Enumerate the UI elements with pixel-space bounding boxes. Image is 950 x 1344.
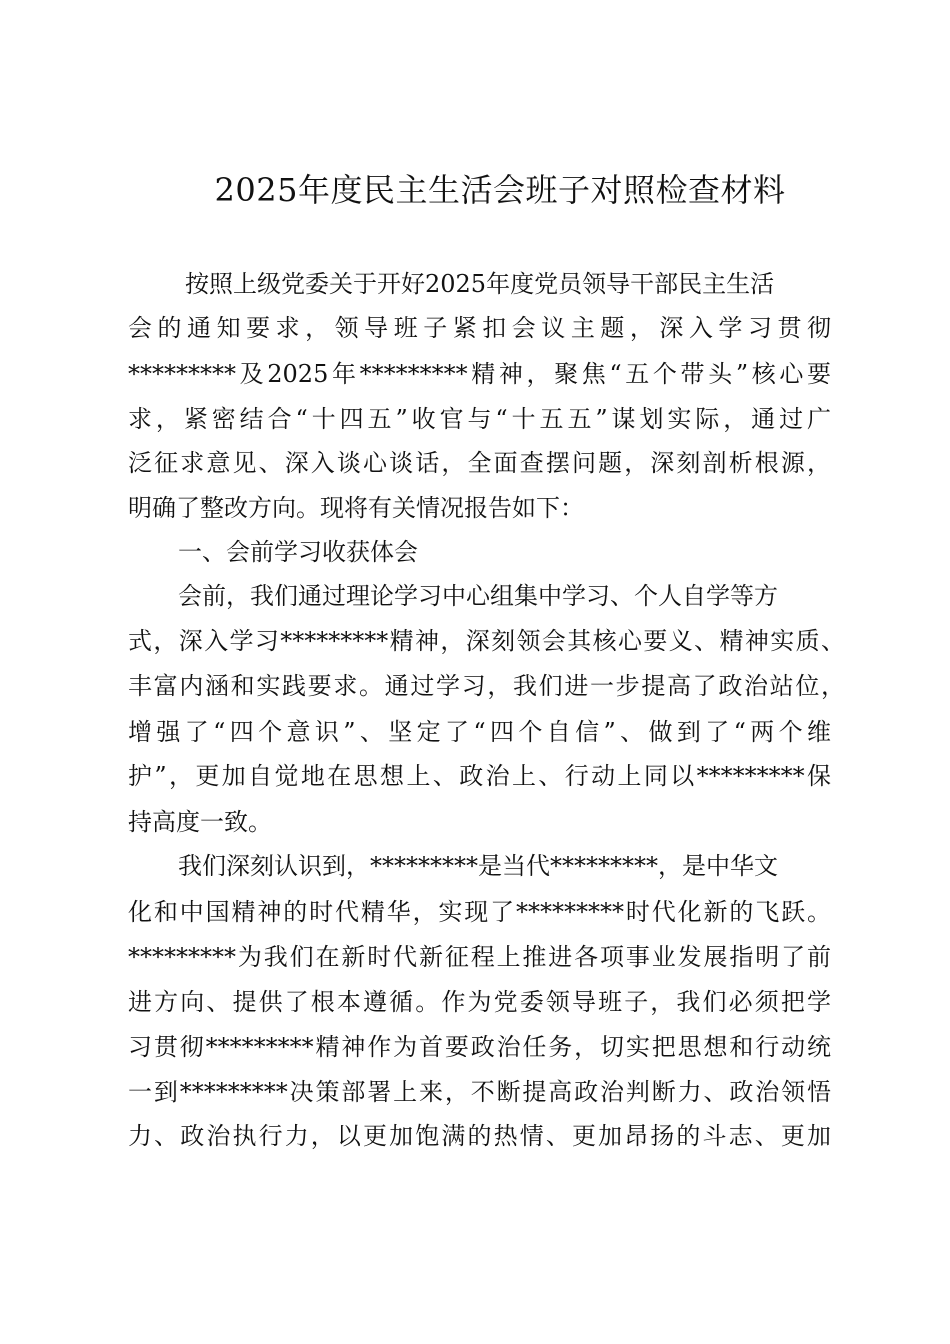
paragraph-line: 泛征求意见、深入谈心谈话，全面查摆问题，深刻剖析根源，: [128, 449, 831, 477]
paragraph-line: *********为我们在新时代新征程上推进各项事业发展指明了前: [128, 943, 831, 971]
paragraph-line: 力、政治执行力，以更加饱满的热情、更加昂扬的斗志、更加: [128, 1122, 831, 1150]
paragraph-line: 明确了整改方向。现将有关情况报告如下：: [128, 494, 584, 522]
paragraph-line: 求，紧密结合“十四五”收官与“十五五”谋划实际，通过广: [128, 405, 831, 433]
paragraph-line: 增强了“四个意识”、坚定了“四个自信”、做到了“两个维: [128, 718, 831, 746]
paragraph-line: 进方向、提供了根本遵循。作为党委领导班子，我们必须把学: [128, 988, 831, 1016]
paragraph-line: 会的通知要求，领导班子紧扣会议主题，深入学习贯彻: [128, 314, 831, 342]
paragraph-line: *********及2025年*********精神，聚焦“五个带头”核心要: [128, 360, 831, 388]
paragraph-line: 一到*********决策部署上来，不断提高政治判断力、政治领悟: [128, 1078, 831, 1106]
paragraph-line: 持高度一致。: [128, 808, 272, 836]
paragraph-line: 按照上级党委关于开好2025年度党员领导干部民主生活: [185, 270, 775, 298]
paragraph-line: 习贯彻*********精神作为首要政治任务，切实把思想和行动统: [128, 1033, 831, 1061]
paragraph-line: 化和中国精神的时代精华，实现了*********时代化新的飞跃。: [128, 898, 831, 926]
section-heading: 一、会前学习收获体会: [178, 538, 418, 566]
paragraph-line: 式，深入学习*********精神，深刻领会其核心要义、精神实质、: [128, 627, 845, 655]
paragraph-line: 会前，我们通过理论学习中心组集中学习、个人自学等方: [178, 582, 778, 610]
paragraph-line: 丰富内涵和实践要求。通过学习，我们进一步提高了政治站位，: [128, 672, 845, 700]
document-title: 2025年度民主生活会班子对照检查材料: [214, 171, 786, 209]
paragraph-line: 护”，更加自觉地在思想上、政治上、行动上同以*********保: [128, 762, 831, 790]
paragraph-line: 我们深刻认识到，*********是当代*********，是中华文: [178, 852, 778, 880]
